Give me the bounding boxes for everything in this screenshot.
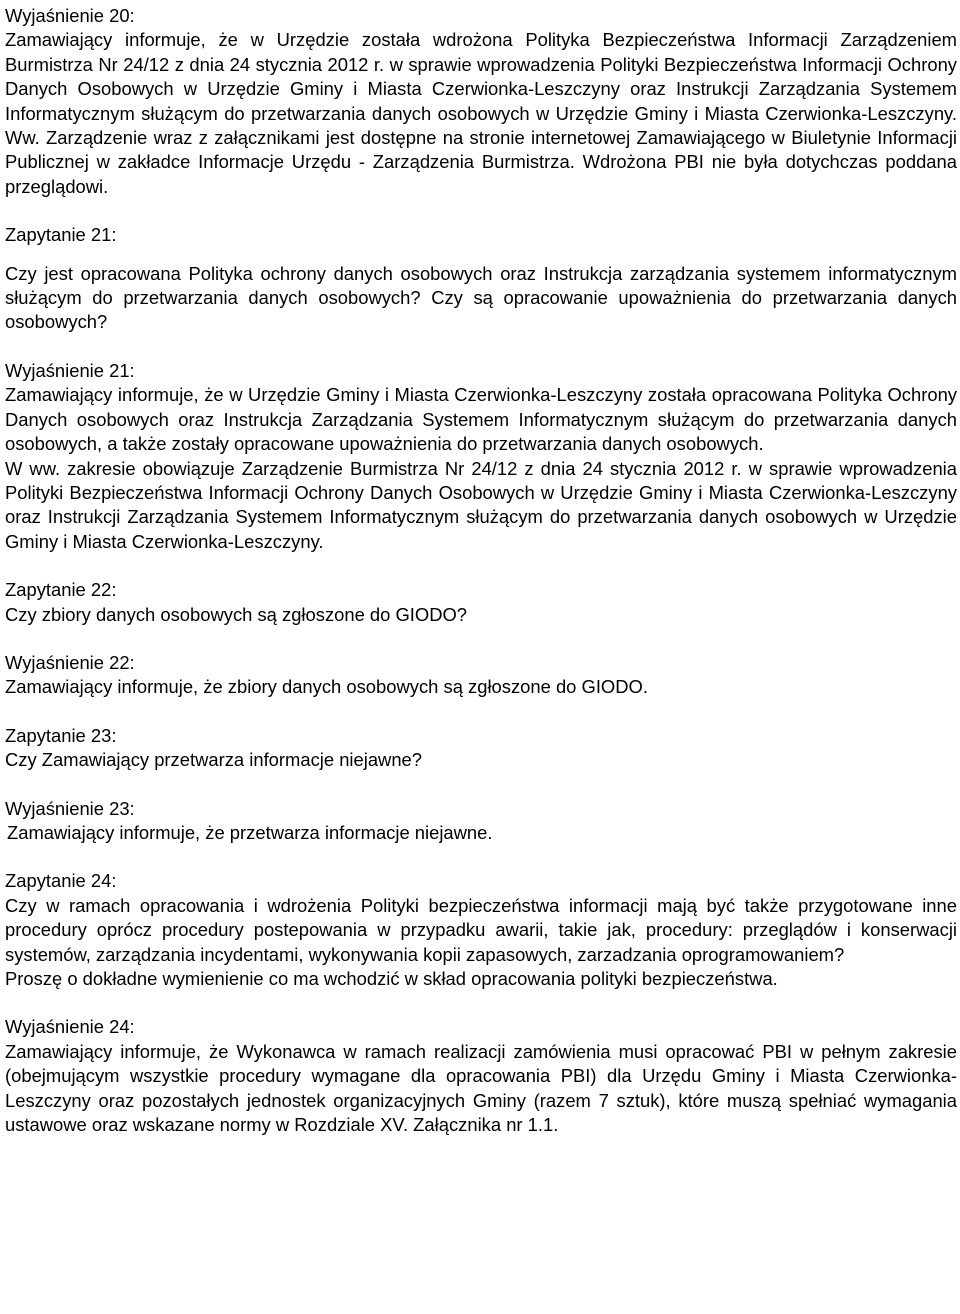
document-body [5, 4, 957, 1137]
section-heading: Zapytanie 24: [5, 870, 117, 892]
section-zapytanie-23 [5, 724, 957, 773]
section-heading: Zapytanie 23: [5, 724, 117, 746]
section-heading: Zapytanie 22: [5, 579, 117, 601]
section-wyjasnienie-22 [5, 651, 957, 700]
section-paragraph: Zamawiający informuje, że zbiory danych osobowych są zgłoszone do GIODO. [5, 676, 648, 698]
section-zapytanie-22 [5, 578, 957, 627]
section-paragraph: Czy w ramach opracowania i wdrożenia Polityki bezpieczeństwa informacji mają być także przygotowane inne procedury oprócz procedury postepowania w przypadku awarii, takie jak, procedury: przeglądów i konserwacji systemów, zarządzania incydentami, wykonywania kopii zapasowych, zarzadzania oprogramowaniem? [5, 894, 957, 965]
section-paragraph: Zamawiający informuje, że Wykonawca w ramach realizacji zamówienia musi opracować PBI w pełnym zakresie (obejmującym wszystkie procedury wymagane dla opracowania PBI) dla Urzędu Gminy i Miasta Czerwionka-Leszczyny oraz pozostałych jednostek organizacyjnych Gminy (razem 7 sztuk), które muszą spełniać wymagania ustawowe oraz wskazane normy w Rozdziale XV. Załącznika nr 1.1. [5, 1040, 957, 1136]
section-wyjasnienie-20 [5, 4, 957, 199]
section-heading: Wyjaśnienie 21: [5, 359, 135, 381]
section-zapytanie-21 [5, 223, 957, 335]
section-wyjasnienie-24 [5, 1015, 957, 1137]
section-wyjasnienie-23 [5, 797, 957, 846]
section-heading: Wyjaśnienie 23: [5, 797, 135, 819]
section-paragraph: Zamawiający informuje, że w Urzędzie została wdrożona Polityka Bezpieczeństwa Informacji Zarządzeniem Burmistrza Nr 24/12 z dnia 24 stycznia 2012 r. w sprawie wprowadzenia Polityki Bezpieczeństwa Informacji Ochrony Danych Osobowych w Urzędzie Gminy i Miasta Czerwionka-Leszczyny oraz Instrukcji Zarządzania Systemem Informatycznym służącym do przetwarzania danych osobowych w Urzędzie Gminy i Miasta Czerwionka-Leszczyny. Ww. Zarządzenie wraz z załącznikami jest dostępne na stronie internetowej Zamawiającego w Biuletynie Informacji Publicznej w zakładce Informacje Urzędu - Zarządzenia Burmistrza. Wdrożona PBI nie była dotychczas poddana przeglądowi. [5, 29, 957, 197]
section-paragraph: Czy Zamawiający przetwarza informacje niejawne? [5, 749, 423, 771]
section-heading: Zapytanie 21: [5, 224, 117, 246]
section-paragraph: Proszę o dokładne wymienienie co ma wchodzić w skład opracowania polityki bezpieczeństwa. [5, 968, 778, 989]
section-paragraph: W ww. zakresie obowiązuje Zarządzenie Burmistrza Nr 24/12 z dnia 24 stycznia 2012 r. w sprawie wprowadzenia Polityki Bezpieczeństwa Informacji Ochrony Danych Osobowych w Urzędzie Gminy i Miasta Czerwionka-Leszczyny oraz Instrukcji Zarządzania Systemem Informatycznym służącym do przetwarzania danych osobowych w Urzędzie Gminy i Miasta Czerwionka-Leszczyny. [5, 457, 957, 552]
section-heading: Wyjaśnienie 22: [5, 651, 135, 673]
section-paragraph: Czy jest opracowana Polityka ochrony danych osobowych oraz Instrukcja zarządzania systemem informatycznym służącym do przetwarzania danych osobowych? Czy są opracowanie upoważnienia do przetwarzania danych osobowych? [5, 262, 957, 333]
section-paragraph: Zamawiający informuje, że w Urzędzie Gminy i Miasta Czerwionka-Leszczyny została opracowana Polityka Ochrony Danych osobowych oraz Instrukcja Zarządzania Systemem Informatycznym służącym do przetwarzania danych osobowych, a także zostały opracowane upoważnienia do przetwarzania danych osobowych. [5, 384, 957, 455]
section-heading: Wyjaśnienie 24: [5, 1016, 135, 1038]
section-wyjasnienie-21 [5, 359, 957, 554]
section-zapytanie-24 [5, 869, 957, 991]
section-heading: Wyjaśnienie 20: [5, 5, 135, 26]
section-paragraph: Czy zbiory danych osobowych są zgłoszone do GIODO? [5, 603, 468, 625]
section-paragraph: Zamawiający informuje, że przetwarza informacje niejawne. [7, 821, 493, 843]
